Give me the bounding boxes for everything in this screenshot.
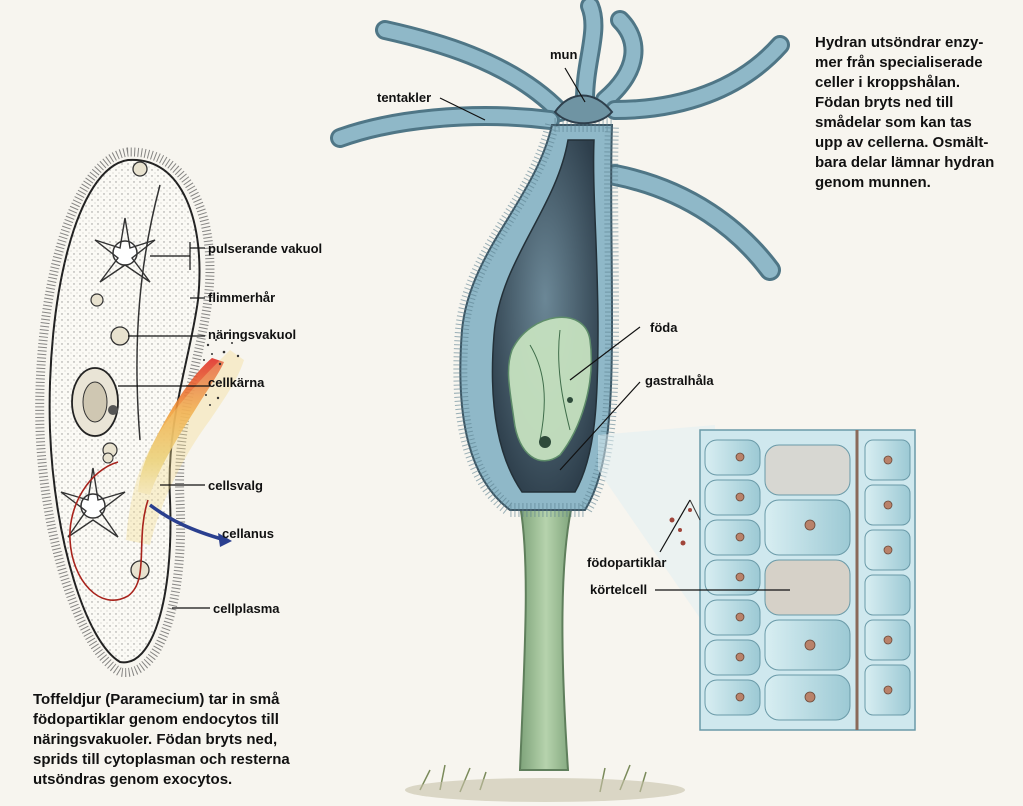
label-tentakler: tentakler bbox=[377, 90, 432, 105]
paramecium-description-line: sprids till cytoplasman och resterna bbox=[33, 751, 290, 768]
cell-tissue-block bbox=[670, 430, 916, 730]
label-gastralhala: gastralhåla bbox=[645, 373, 714, 388]
hydra-description-line: smådelar som kan tas bbox=[815, 114, 972, 131]
hydra-description-line: Hydran utsöndrar enzy- bbox=[815, 34, 984, 51]
cellkarna bbox=[72, 368, 118, 436]
paramecium-description-line: födopartiklar genom endocytos till bbox=[33, 711, 279, 728]
hydra-description-line: genom munnen. bbox=[815, 174, 931, 191]
zoom-projection bbox=[598, 425, 715, 640]
hydra-description-line: upp av cellerna. Osmält- bbox=[815, 134, 989, 151]
hydra-description bbox=[815, 33, 994, 193]
naringsvakuol bbox=[103, 453, 113, 463]
paramecium-description-line: utsöndras genom exocytos. bbox=[33, 771, 233, 788]
paramecium-description-line: Toffeldjur (Paramecium) tar in små bbox=[33, 691, 280, 708]
hydra-stalk bbox=[520, 505, 572, 770]
label-fodopartiklar: födopartiklar bbox=[587, 555, 667, 570]
label-cellsvalg: cellsvalg bbox=[208, 478, 263, 493]
label-mun: mun bbox=[550, 47, 578, 62]
hydra-description-line: bara delar lämnar hydran bbox=[815, 154, 995, 171]
label-cellkarna: cellkärna bbox=[208, 375, 265, 390]
naringsvakuol bbox=[108, 405, 118, 415]
label-naringsvakuol: näringsvakuol bbox=[208, 327, 297, 342]
paramecium bbox=[40, 152, 244, 673]
ground bbox=[405, 778, 685, 802]
hydra-description-line: Födan bryts ned till bbox=[815, 94, 954, 111]
hydra-description-line: mer från specialiserade bbox=[815, 54, 983, 71]
naringsvakuol bbox=[91, 294, 103, 306]
paramecium-description bbox=[33, 690, 290, 790]
label-foda: föda bbox=[650, 320, 678, 335]
hydra-description-line: celler i kroppshålan. bbox=[815, 74, 961, 91]
label-cellanus: cellanus bbox=[222, 526, 275, 541]
paramecium-description-line: näringsvakuoler. Födan bryts ned, bbox=[33, 731, 278, 748]
label-kortelcell: körtelcell bbox=[590, 582, 648, 597]
naringsvakuol bbox=[133, 162, 147, 176]
label-cellplasma: cellplasma bbox=[213, 601, 280, 616]
label-flimmerhar: flimmerhår bbox=[208, 290, 276, 305]
naringsvakuol bbox=[111, 327, 129, 345]
label-pulserande-vakuol: pulserande vakuol bbox=[208, 241, 323, 256]
